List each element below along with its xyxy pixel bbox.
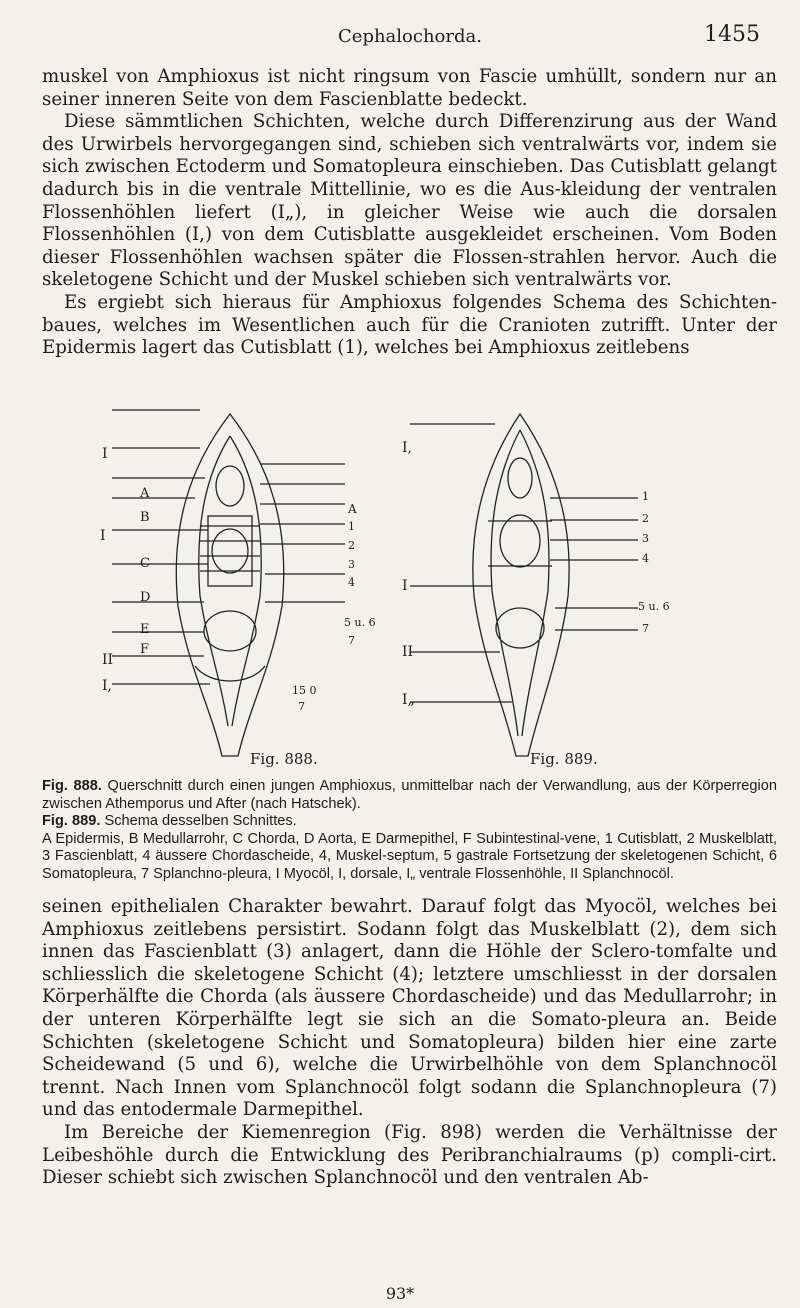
label: 15 0 (292, 684, 317, 697)
label: 3 (642, 532, 649, 545)
body-outline (176, 414, 283, 756)
label: I (102, 446, 108, 462)
page-number: 1455 (704, 22, 760, 47)
label: 4 (348, 576, 355, 589)
page-header (60, 18, 760, 48)
figure-889 (400, 406, 660, 766)
label: 1 (642, 490, 649, 503)
label: 5 u. 6 (638, 600, 670, 613)
label: I (100, 528, 106, 544)
caption-fig888-num: Fig. 888. (42, 778, 102, 794)
printer-signature: 93* (385, 1284, 415, 1303)
neural-tube (508, 458, 532, 498)
label: I„ (402, 692, 415, 708)
label: A (348, 502, 357, 516)
label: 2 (348, 539, 355, 552)
running-title: Cephalochorda. (338, 26, 482, 47)
label: I, (102, 678, 112, 694)
gut (204, 611, 256, 651)
caption-fig888-text: Querschnitt durch einen jungen Amphioxus, unmittelbar nach der Verwandlung, aus der Körperregion zwischen Athemporus und After (nach Hatschek). (42, 778, 778, 812)
label: 3 (348, 558, 355, 571)
label: 5 u. 6 (344, 616, 376, 629)
label: 1 (348, 520, 355, 533)
label: F (140, 642, 150, 657)
label: 7 (642, 622, 649, 635)
label: 7 (298, 700, 305, 713)
label: I, (402, 440, 412, 456)
notochord (212, 529, 248, 573)
figure-caption (42, 778, 777, 883)
label: D (140, 590, 151, 605)
paragraph: Im Bereiche der Kiemenregion (Fig. 898) werden die Verhältnisse der Leibeshöhle durch die Entwicklung des Peribranchialraums (p) compli-cirt. Dieser schiebt sich zwischen Splanchnocöl und den ventralen Ab- (42, 1121, 777, 1189)
paragraph: seinen epithelialen Charakter bewahrt. Darauf folgt das Myocöl, welches bei Amphioxus zeitlebens persistirt. Sodann folgt das Muskelblatt (2), dem sich innen das Fascienblatt (3) anlagert, dann die Höhle der Sclero-tomfalte und schliesslich die skeletogene Schicht (4); letztere umschliesst in der dorsalen Körperhälfte die Chorda (als äussere Chordascheide) und das Medullarrohr; in der unteren Körperhälfte legt sie sich an die Somato-pleura an. Beide Schichten (skeletogene Schicht und Somatopleura) bilden hier eine zarte Scheidewand (5 und 6), welche die Urwirbelhöhle von dem Splanchnocöl trennt. Nach Innen vom Splanchnocöl folgt sodann die Splanchnopleura (7) und das entodermale Darmepithel. (42, 896, 777, 1121)
label: B (140, 510, 150, 525)
label: C (140, 556, 150, 571)
gut (496, 608, 544, 648)
label: II (102, 652, 114, 668)
label: E (140, 622, 150, 637)
caption-fig889-text: Schema desselben Schnittes. (104, 813, 297, 829)
figure-888 (100, 406, 360, 766)
label: I (402, 578, 408, 594)
caption-legend: A Epidermis, B Medullarrohr, C Chorda, D Aorta, E Darmepithel, F Subintestinal-vene, 1 Cutisblatt, 2 Muskelblatt, 3 Fascienblatt, 4 äussere Chordascheide, 4, Muskel-septum, 5 gastrale Fortsetzung der skeletogenen Schicht, 6 Somatopleura, 7 Splanchno-pleura, I Myocöl, I, dorsale, I„ ventrale Flossenhöhle, II Splanchnocöl. (42, 830, 777, 882)
label: 7 (348, 634, 355, 647)
neural-tube (216, 466, 244, 506)
body-text-bottom (42, 896, 777, 1190)
paragraph: Es ergiebt sich hieraus für Amphioxus folgendes Schema des Schichten-baues, welches im Wesentlichen auch für die Cranioten zutrifft. Unter der Epidermis lagert das Cutisblatt (1), welches bei Amphioxus zeitlebens (42, 291, 777, 359)
label: A (140, 486, 150, 501)
paragraph: Diese sämmtlichen Schichten, welche durch Differenzirung aus der Wand des Urwirbels hervorgegangen sind, schieben sich ventralwärts vor, indem sie sich zwischen Ectoderm und Somatopleura einschieben. Das Cutisblatt gelangt dadurch bis in die ventrale Mittellinie, wo es die Aus-kleidung der ventralen Flossenhöhlen liefert (I„), in gleicher Weise wie auch die dorsalen Flossenhöhlen (I,) von dem Cutisblatte ausgekleidet erscheinen. Vom Boden dieser Flossenhöhlen wachsen später die Flossen-strahlen hervor. Auch die skeletogene Schicht und der Muskel schieben sich ventralwärts vor. (42, 111, 777, 291)
notochord (500, 515, 540, 567)
label: 2 (642, 512, 649, 525)
body-text-top (42, 66, 777, 360)
figures-area (100, 406, 700, 776)
paragraph: muskel von Amphioxus ist nicht ringsum von Fascie umhüllt, sondern nur an seiner inneren Seite von dem Fascienblatte bedeckt. (42, 66, 777, 110)
figure-889-label: Fig. 889. (530, 750, 598, 768)
body-outline (473, 414, 569, 756)
figure-888-label: Fig. 888. (250, 750, 318, 768)
label: 4 (642, 552, 649, 565)
caption-fig889-num: Fig. 889. (42, 813, 101, 829)
label: II (402, 644, 414, 660)
